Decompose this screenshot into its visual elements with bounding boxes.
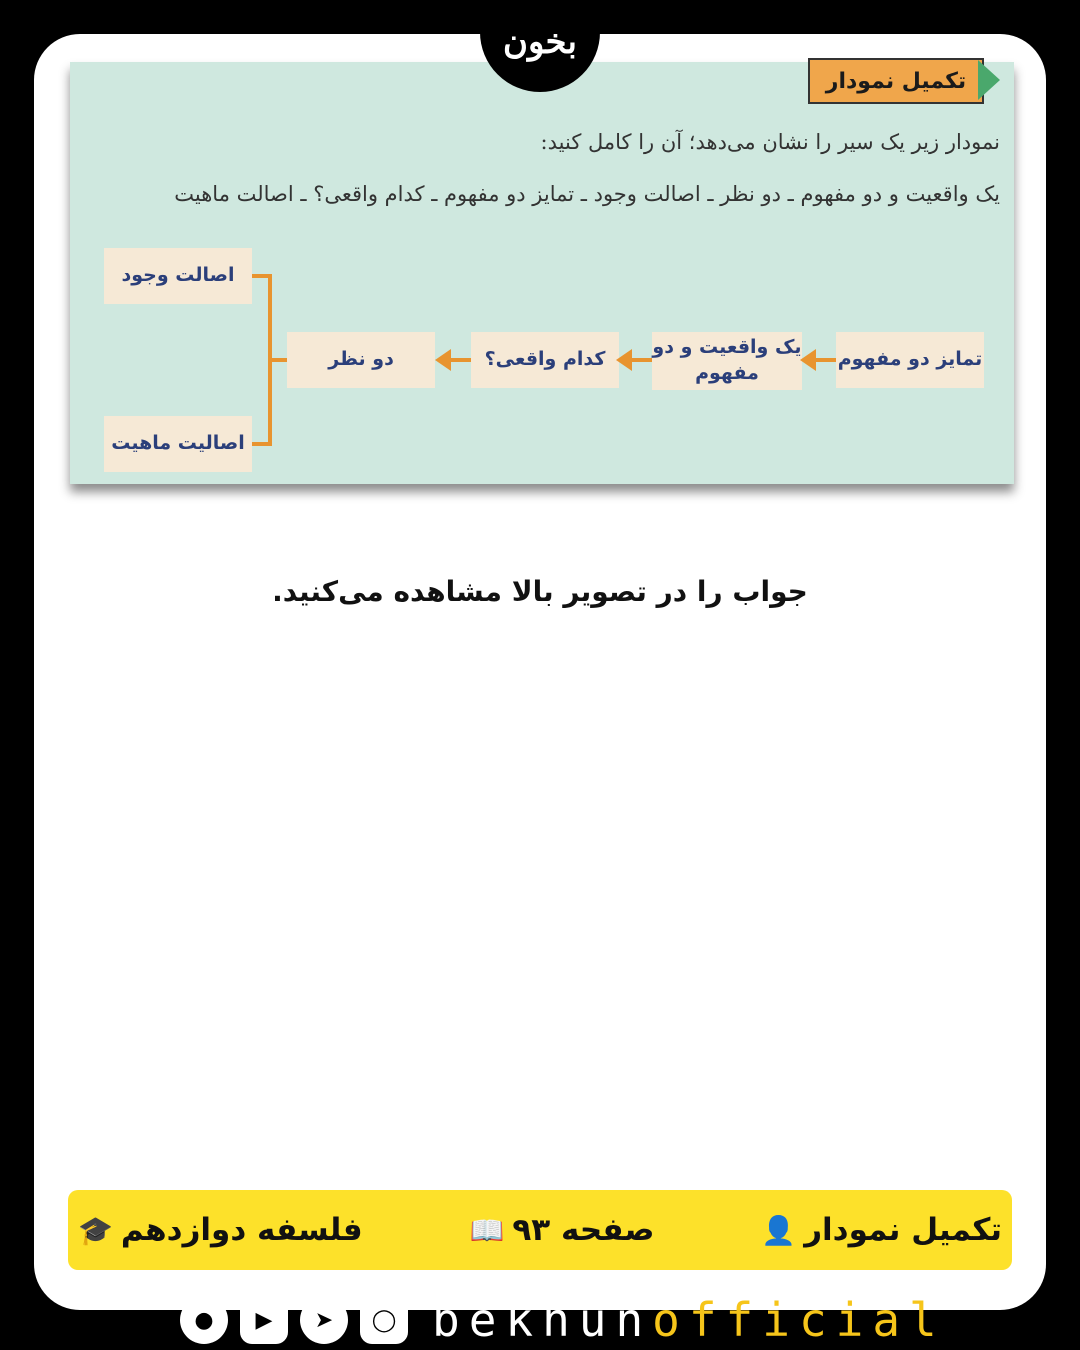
arrow-2 [630, 358, 652, 362]
brand-part1: bekhun [432, 1293, 653, 1347]
youtube-icon[interactable]: ▶ [240, 1296, 288, 1344]
box-kodam: کدام واقعی؟ [471, 332, 619, 388]
footer-page-label: صفحه ۹۳ [512, 1212, 655, 1248]
telegram-icon[interactable]: ➤ [300, 1296, 348, 1344]
tag-arrow-icon [978, 60, 1000, 100]
exercise-tag: تکمیل نمودار [808, 58, 984, 104]
options-text: یک واقعیت و دو مفهوم ـ دو نظر ـ اصالت وجود ـ تمایز دو مفهوم ـ کدام واقعی؟ ـ اصالت ماهیت [174, 182, 1000, 206]
footer-bar [68, 1190, 1012, 1270]
box-mahiyat: اصالیت ماهیت [104, 416, 252, 472]
answer-text: جواب را در تصویر بالا مشاهده می‌کنید. [272, 575, 808, 608]
box-do-nazar: دو نظر [287, 332, 435, 388]
bracket-middle [270, 358, 287, 362]
box-yek-vaqeiyat: یک واقعیت و دو مفهوم [652, 332, 802, 390]
footer-page [470, 1212, 655, 1248]
graduation-cap-icon: 🎓 [78, 1213, 113, 1247]
brand-handle [432, 1293, 946, 1347]
book-icon: 📖 [469, 1213, 505, 1247]
arrow-1 [814, 358, 836, 362]
footer-topic-label: تکمیل نمودار [804, 1212, 1002, 1248]
brand-part2: official [652, 1293, 946, 1347]
instruction-text: نمودار زیر یک سیر را نشان می‌دهد؛ آن را کامل کنید: [540, 130, 1000, 154]
bracket-bottom [252, 442, 272, 446]
aparat-icon[interactable]: ● [180, 1296, 228, 1344]
instagram-icon[interactable]: ◯ [360, 1296, 408, 1344]
footer-subject-label: فلسفه دوازدهم [120, 1212, 363, 1248]
footer-subject [78, 1212, 363, 1248]
logo-text: بخون [503, 22, 577, 62]
box-vojud: اصالت وجود [104, 248, 252, 304]
social-bar [180, 1292, 946, 1348]
footer-topic [761, 1212, 1002, 1248]
box-tamayoz: تمایز دو مفهوم [836, 332, 984, 388]
bracket-top [252, 274, 272, 278]
teacher-icon: 👤 [761, 1213, 797, 1247]
arrow-3 [449, 358, 471, 362]
